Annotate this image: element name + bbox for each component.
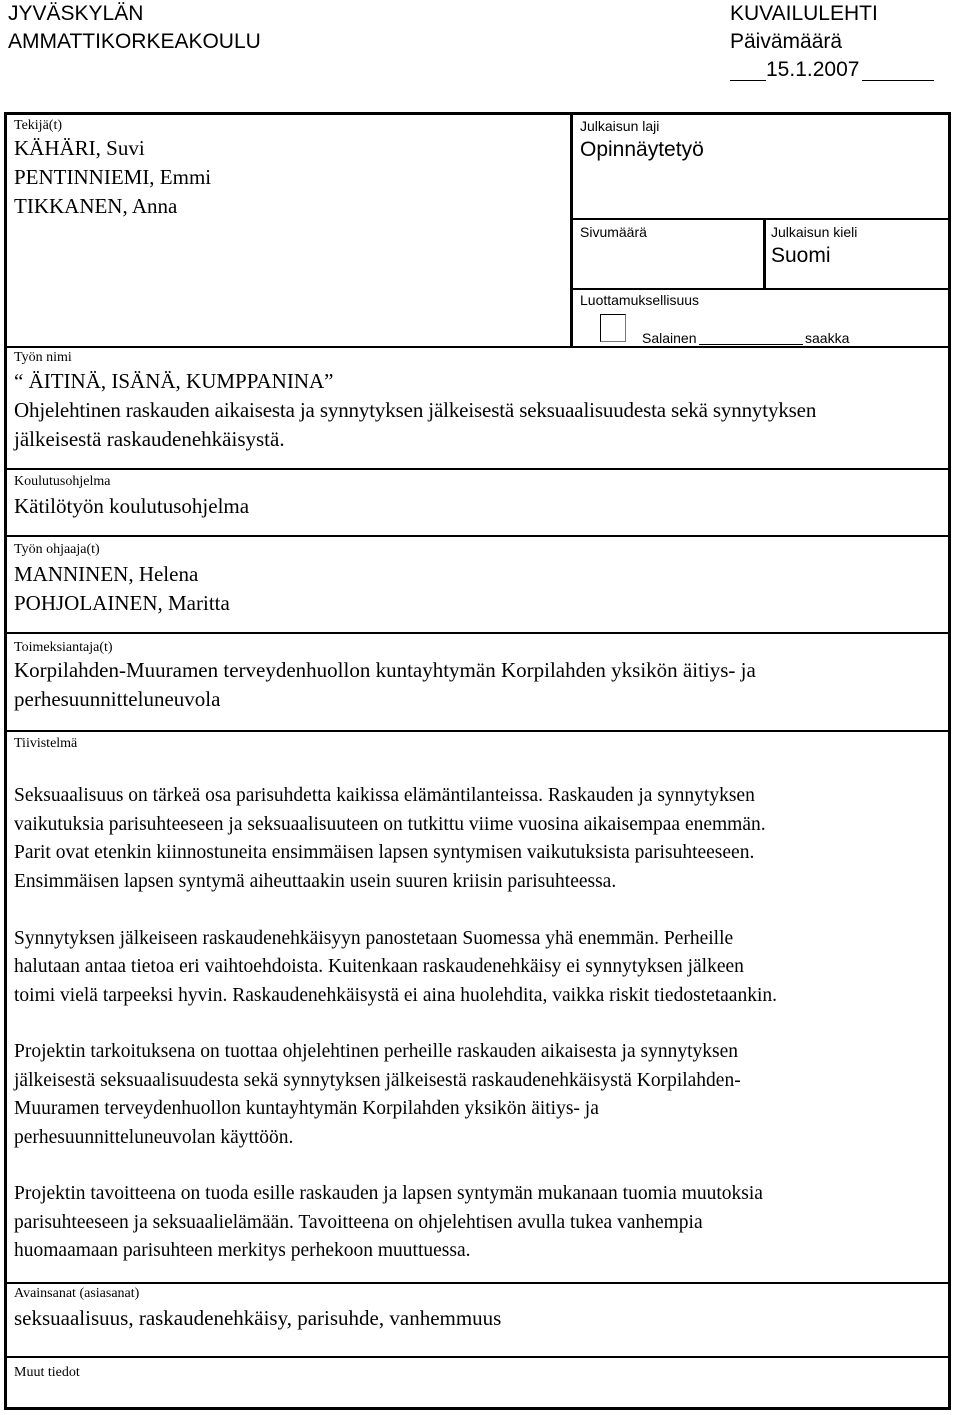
publication-type-value: Opinnäytetyö	[580, 138, 704, 161]
abstract-divider	[4, 1282, 951, 1284]
language-value: Suomi	[771, 244, 831, 267]
abstract-line: Seksuaalisuus on tärkeä osa parisuhdetta kaikissa elämäntilanteissa. Raskauden ja synnytyksen	[14, 785, 755, 806]
title-label: Työn nimi	[14, 350, 72, 365]
commissioner-line: Korpilahden-Muuramen terveydenhuollon kuntayhtymän Korpilahden yksikön äitiys- ja	[14, 658, 756, 682]
language-label: Julkaisun kieli	[771, 224, 858, 240]
abstract-line: huomaamaan parisuhteen merkitys perhekoon muuttuessa.	[14, 1240, 471, 1261]
organization-name-line2: AMMATTIKORKEAKOULU	[8, 30, 261, 53]
secret-label: Salainen	[642, 330, 697, 346]
abstract-line: perhesuunnitteluneuvolan käyttöön.	[14, 1127, 294, 1148]
pages-language-divider	[763, 218, 766, 290]
confidentiality-label: Luottamuksellisuus	[580, 292, 700, 308]
top-vertical-divider	[570, 112, 573, 348]
abstract-line: Parit ovat etenkin kiinnostuneita ensimmäisen lapsen syntymisen vaikutuksista parisuhteeseen.	[14, 842, 755, 863]
abstract-line: vaikutuksia parisuhteeseen ja seksuaalisuuteen on tutkittu viime vuosina aikaisempaa enemmän.	[14, 814, 766, 835]
thesis-subtitle-line: Ohjelehtinen raskauden aikaisesta ja synnytyksen jälkeisestä seksuaalisuudesta sekä synnytyksen	[14, 398, 817, 422]
secret-until-blank	[699, 344, 803, 345]
abstract-line: jälkeisestä seksuaalisuudesta sekä synnytyksen jälkeisestä raskaudenehkäisystä Korpilahden-	[14, 1070, 741, 1091]
abstract-line: Ensimmäisen lapsen syntymä aiheuttaakin usein suuren kriisin parisuhteessa.	[14, 871, 617, 892]
abstract-line: Projektin tarkoituksena on tuottaa ohjelehtinen perheille raskauden aikaisesta ja synnytyksen	[14, 1041, 739, 1062]
supervisor-name: MANNINEN, Helena	[14, 562, 199, 586]
date-underline-left	[730, 80, 766, 81]
thesis-title: “ ÄITINÄ, ISÄNÄ, KUMPPANINA”	[14, 369, 334, 393]
title-divider	[4, 468, 951, 470]
supervisor-name: POHJOLAINEN, Maritta	[14, 591, 230, 615]
keywords-divider	[4, 1356, 951, 1358]
date-underline-right	[862, 80, 934, 81]
publication-type-label: Julkaisun laji	[580, 118, 660, 134]
page-count-label: Sivumäärä	[580, 224, 647, 240]
commissioner-divider	[4, 730, 951, 732]
date-label: Päivämäärä	[730, 30, 843, 53]
language-row-divider	[570, 288, 951, 290]
keywords-label: Avainsanat (asiasanat)	[14, 1286, 140, 1301]
commissioner-label: Toimeksiantaja(t)	[14, 640, 113, 655]
abstract-line: halutaan antaa tietoa eri vaihtoehdoista. Kuitenkaan raskaudenehkäisy ei synnytyksen jälkeen	[14, 956, 744, 977]
abstract-label: Tiivistelmä	[14, 736, 78, 751]
program-divider	[4, 535, 951, 537]
program-value: Kätilötyön koulutusohjelma	[14, 494, 250, 518]
author-name: PENTINNIEMI, Emmi	[14, 165, 212, 189]
supervisors-divider	[4, 632, 951, 634]
authors-section-divider	[4, 346, 951, 348]
abstract-line: toimi vielä tarpeeksi hyvin. Raskaudenehkäisystä ei aina huolehdita, vaikka riskit tiedostetaankin.	[14, 985, 778, 1006]
secret-checkbox[interactable]	[600, 314, 626, 342]
supervisors-label: Työn ohjaaja(t)	[14, 542, 100, 557]
organization-name-line1: JYVÄSKYLÄN	[8, 2, 144, 25]
abstract-line: parisuhteeseen ja seksuaalielämään. Tavoitteena on ohjelehtisen avulla tukea vanhempia	[14, 1212, 703, 1233]
abstract-line: Muuramen terveydenhuollon kuntayhtymän Korpilahden yksikön äitiys- ja	[14, 1098, 599, 1119]
date-value: 15.1.2007	[766, 58, 860, 81]
commissioner-line: perhesuunnitteluneuvola	[14, 687, 221, 711]
other-info-label: Muut tiedot	[14, 1365, 80, 1380]
author-name: KÄHÄRI, Suvi	[14, 136, 145, 160]
authors-label: Tekijä(t)	[14, 118, 62, 133]
abstract-line: Synnytyksen jälkeiseen raskaudenehkäisyyn panostetaan Suomessa yhä enemmän. Perheille	[14, 928, 734, 949]
author-name: TIKKANEN, Anna	[14, 194, 178, 218]
keywords-value: seksuaalisuus, raskaudenehkäisy, parisuhde, vanhemmuus	[14, 1306, 502, 1330]
publication-type-divider	[570, 218, 951, 220]
abstract-line: Projektin tavoitteena on tuoda esille raskauden ja lapsen syntymän mukanaan tuomia muutoksia	[14, 1183, 763, 1204]
document-title: KUVAILULEHTI	[730, 2, 878, 25]
secret-until-label: saakka	[805, 330, 850, 346]
thesis-subtitle-line: jälkeisestä raskaudenehkäisystä.	[14, 427, 285, 451]
program-label: Koulutusohjelma	[14, 474, 111, 489]
